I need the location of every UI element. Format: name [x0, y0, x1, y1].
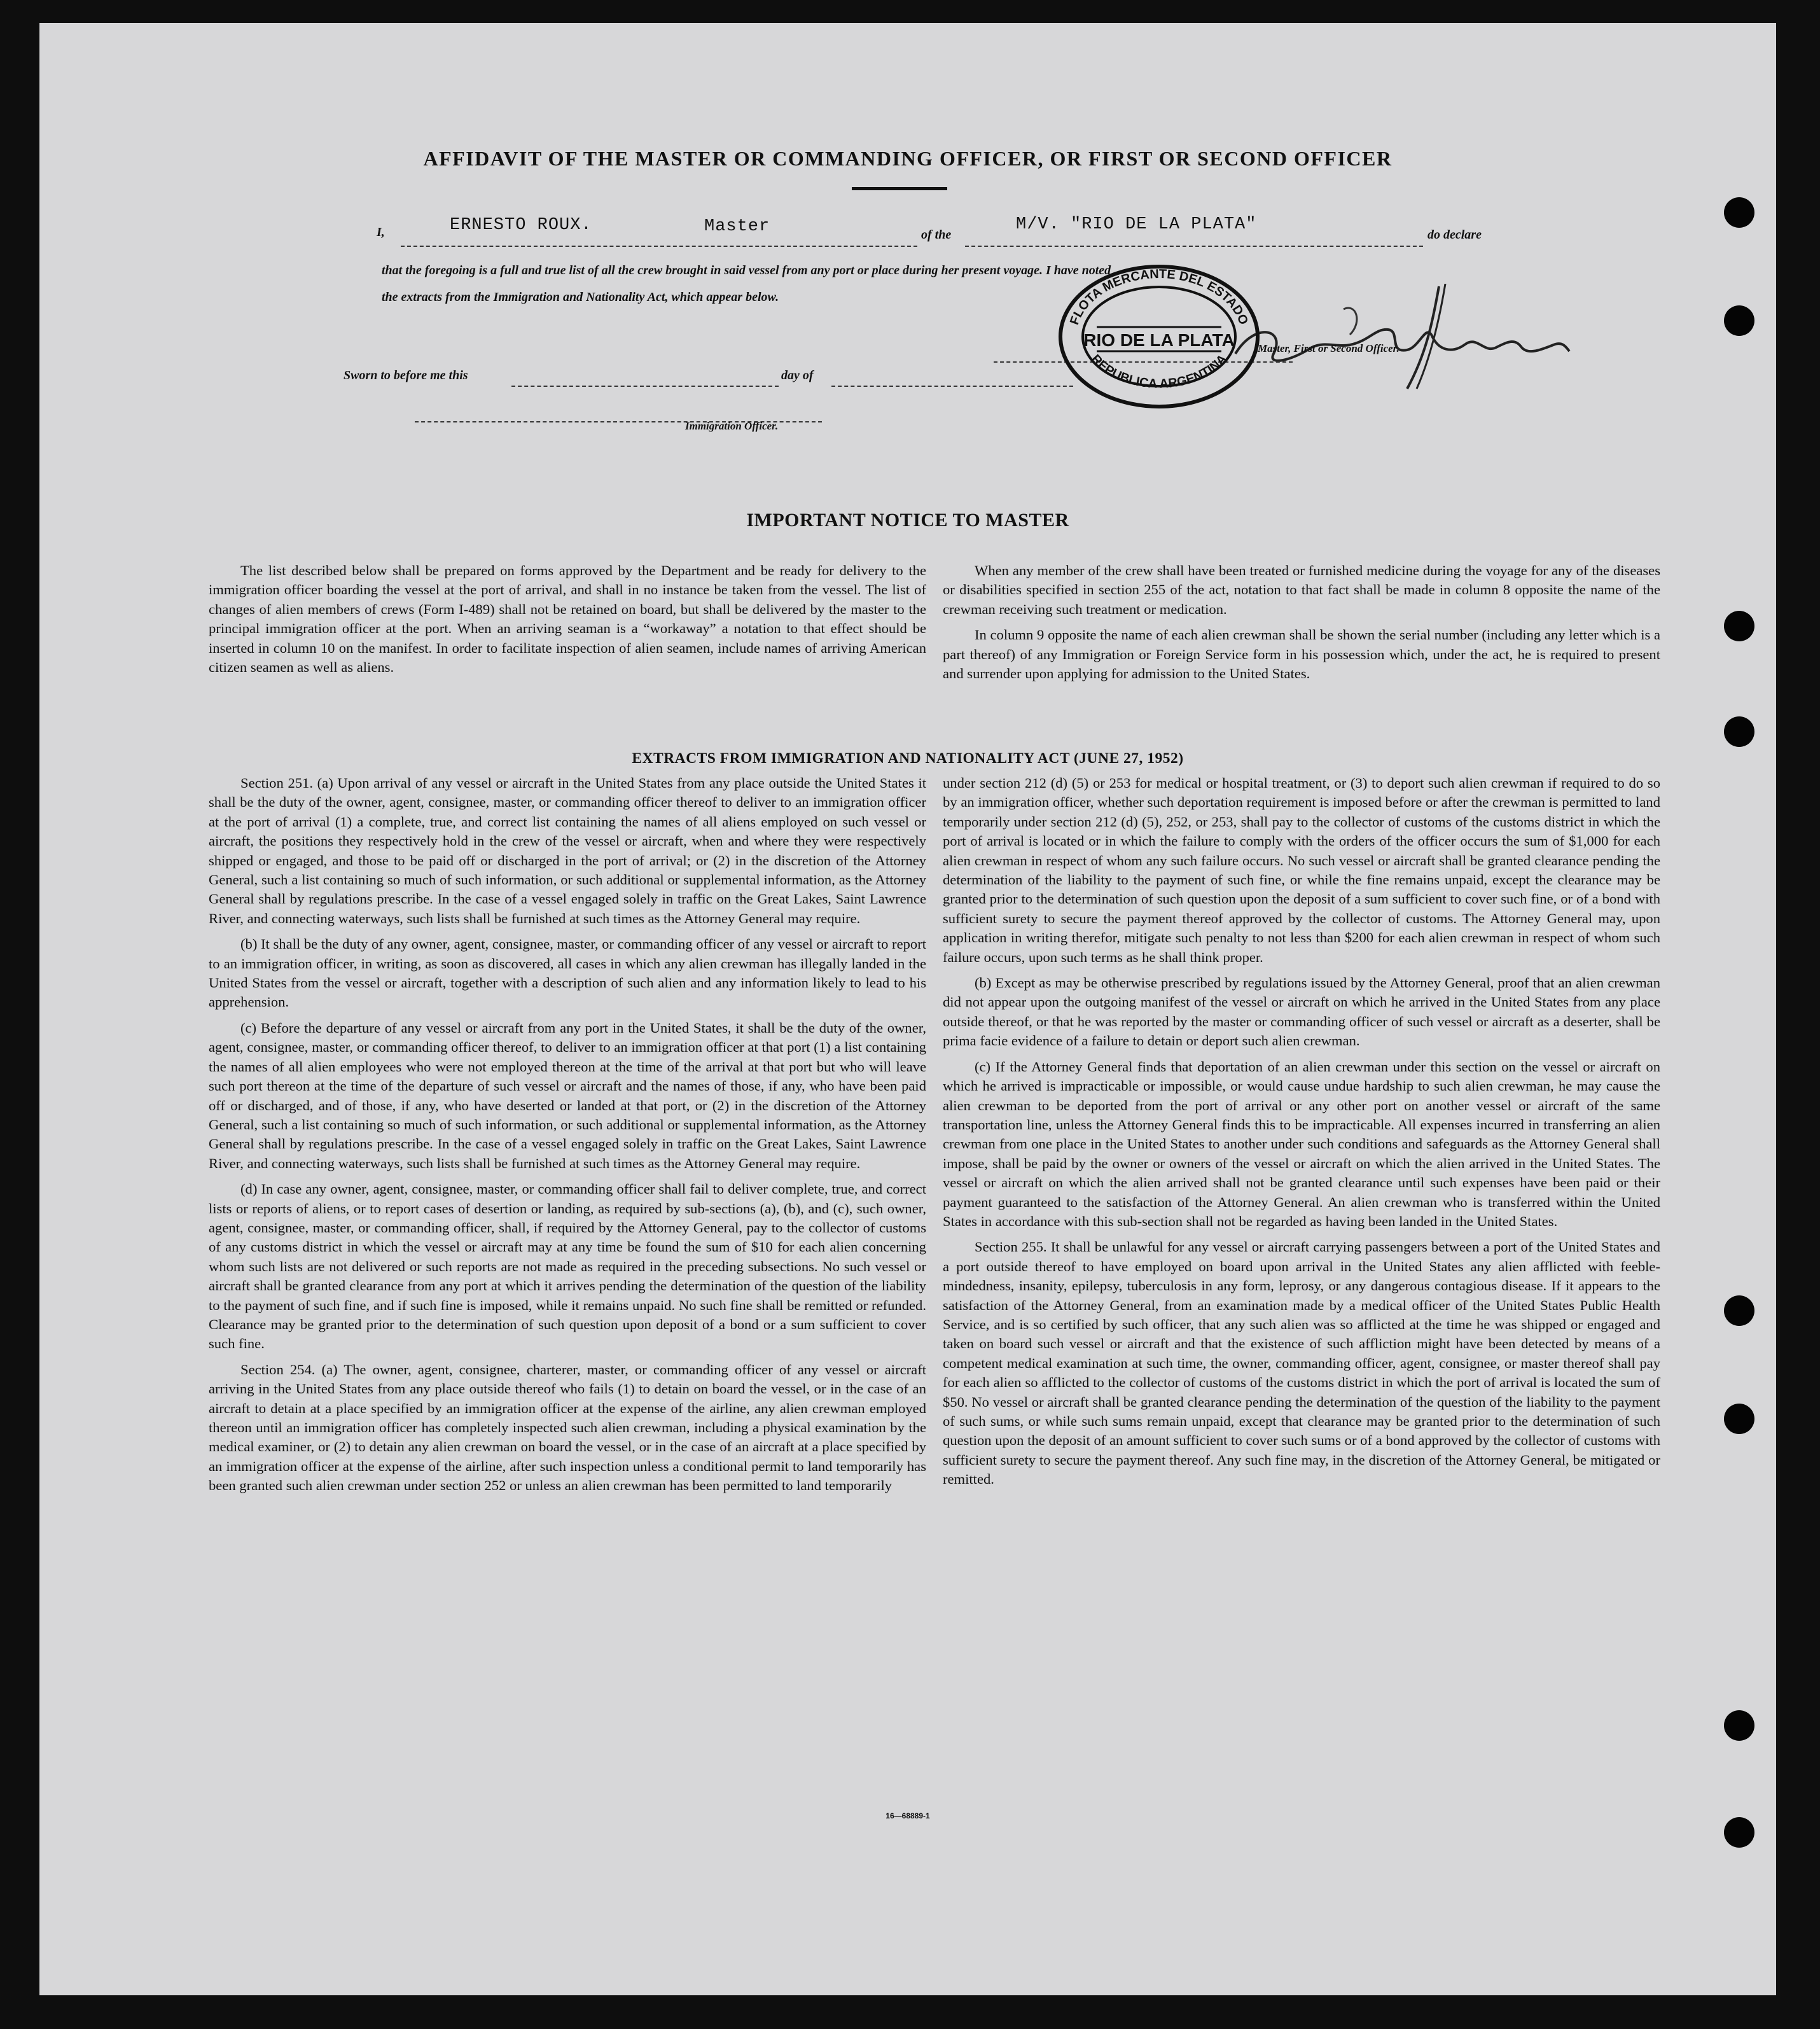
sworn-month-blank	[831, 366, 1073, 387]
handwritten-signature	[1216, 284, 1573, 392]
notice-title: IMPORTANT NOTICE TO MASTER	[746, 510, 1069, 531]
officer-caption: Master, First or Second Officer.	[1258, 342, 1400, 354]
immigration-officer-caption: Immigration Officer.	[685, 420, 779, 432]
notice-paragraph: When any member of the crew shall have been treated or furnished medicine during the voyage for any of the diseases or disabilities specified in section 255 of the act, notation to that fact shall be made in column 8 opposite the name of the crewman receiving such treatment or medication.	[943, 562, 1660, 617]
document-page	[39, 23, 1776, 1995]
stamp-center-text: RIO DE LA PLATA	[1083, 330, 1235, 350]
stamp-bottom-text: REPUBLICA ARGENTINA	[1088, 352, 1230, 391]
extract-paragraph: Section 254. (a) The owner, agent, consignee, charterer, master, or commanding officer of any vessel or aircraft arriving in the United States from any place outside thereof who fails (1) to detain on board the vessel, or in the case of an aircraft to detain at a place specified by an immigration officer at the expense of the airline, any alien crewman employed thereon until an immigration officer has completely inspected such alien crewman, including a physical examination by the medical examiner, or (2) to detain any alien crewman on board the vessel, or in the case of an aircraft at a place specified by an immigration officer at the expense of the airline, after such inspection unless a conditional permit to land temporarily has been granted such alien crewman under section 252 or unless an alien crewman has been permitted to land temporarily	[209, 1361, 926, 1494]
notice-paragraph: The list described below shall be prepared on forms approved by the Department and be ready for delivery to the immigration officer boarding the vessel at the port of arrival, and shall in no instance be taken from the vessel. The list of changes of alien members of crews (Form I-489) shall not be retained on board, but shall be delivered by the master to the principal immigration officer at the port. When an arriving seaman is a “workaway” a notation to that effect should be inserted in column 10 on the manifest. In order to facilitate inspection of alien seamen, include names of arriving American citizen seamen as well as aliens.	[209, 562, 926, 676]
punch-hole	[1724, 716, 1754, 747]
extract-paragraph: under section 212 (d) (5) or 253 for medical or hospital treatment, or (3) to deport such alien crewman if required to do so by an immigration officer, whether such deportation requirement is imposed before or after the crewman is permitted to land temporarily under section 212 (d) (5), 252, or 253, shall pay to the collector of customs of the customs district in which the port of arrival is located or in which the failure to comply with the orders of the officer occurs the sum of $1,000 for each alien crewman in respect of whom any such failure occurs. No such vessel or aircraft shall be granted clearance pending the determination of the liability to the payment of such fine, or while the fine remains unpaid, except the clearance may be granted prior to the determination of such question upon the deposit of a sum sufficient to cover such fine, or of a bond with sufficient surety to secure the payment thereof approved by the collector of customs. The Attorney General may, upon application in writing therefor, mitigate such penalty to not less than $200 for each alien crewman in respect of whom such failure occurs, upon such terms as he shall think proper.	[943, 775, 1660, 965]
declaration-prefix: I,	[377, 225, 385, 239]
declaration-line-3: the extracts from the Immigration and Nationality Act, which appear below.	[382, 290, 779, 304]
extract-paragraph: Section 255. It shall be unlawful for any vessel or aircraft carrying passengers between a port of the United States and a port outside thereof to have employed on board upon arrival in the United States any alien afflicted with feeble-mindedness, insanity, epilepsy, tuberculosis in any form, leprosy, or any dangerous contagious disease. If it appears to the satisfaction of the Attorney General, from an examination made by a medical officer of the United States Public Health Service, and is so certified by such officer, that any such alien was so afflicted at the time he was shipped or engaged and taken on board such vessel or aircraft and that the existence of such affliction might have been detected by means of a competent medical examination at such time, the owner, commanding officer, agent, consignee, or master thereof shall pay for each alien so afflicted to the collector of customs of the customs district in which the port of arrival is located the sum of $50. No vessel or aircraft shall be granted clearance pending the determination of the question of the liability to the payment of such sums, or while such sums remain unpaid, except that clearance may be granted prior to the determination of such question upon the deposit of an amount sufficient to cover such sums or of a bond approved by the collector of customs with sufficient surety to secure the payment thereof. Any such fine may, in the discretion of the Attorney General, be mitigated or remitted.	[943, 1239, 1660, 1488]
notice-left-column	[209, 561, 926, 683]
notice-right-column	[943, 561, 1660, 690]
of-the-label: of the	[921, 228, 952, 242]
punch-hole	[1724, 1404, 1754, 1434]
day-of-label: day of	[781, 368, 814, 382]
sworn-label: Sworn to before me this	[344, 368, 468, 382]
extract-paragraph: (b) Except as may be otherwise prescribed by regulations issued by the Attorney General, proof that an alien crewman did not appear upon the outgoing manifest of the vessel or aircraft on which he arrived in the United States from any place outside thereof, or that he was reported by the master or commanding officer of such vessel or aircraft as a deserter, shall be prima facie evidence of a failure to detain or deport such alien crewman.	[943, 975, 1660, 1049]
extract-paragraph: (d) In case any owner, agent, consignee, master, or commanding officer shall fail to deliver complete, true, and correct lists or reports of aliens, or to report cases of desertion or landing, as required by sub-sections (a), (b), and (c), such owner, agent, consignee, master, or commanding officer, shall, if required by the Attorney General, pay to the collector of customs of any customs district in which the vessel or aircraft may at any time be found the sum of $10 for each alien concerning whom such lists are not delivered or such reports are not made as required in the preceding subsections. No such vessel or aircraft shall be granted clearance from any port at which it arrives pending the determination of the question of the liability to the payment of such fine, and if such fine is imposed, while it remains unpaid. No such fine shall be remitted or refunded. Clearance may be granted prior to the determination of such question upon deposit of a bond or a sum sufficient to cover such fine.	[209, 1181, 926, 1352]
vessel-name: M/V. "RIO DE LA PLATA"	[1016, 215, 1257, 234]
svg-text:REPUBLICA ARGENTINA	[1088, 352, 1230, 391]
form-code: 16—68889-1	[886, 1811, 930, 1820]
extract-paragraph: (c) Before the departure of any vessel or aircraft from any port in the United States, it shall be the duty of the owner, agent, consignee, master, or commanding officer thereof, to deliver to an immigration officer at that port (1) a list containing the names of all alien employees who were not employed thereon at the time of the arrival at that port but who will leave such port thereon at the time of the departure of such vessel or aircraft and the names of those, if any, who have been paid off or discharged, and of those, if any, who have deserted or landed at that port, or (2) in the discretion of the Attorney General, such a list containing so much of such information, or such additional or supplemental information, as the Attorney General shall by regulations prescribe. In the case of a vessel engaged solely in traffic on the Great Lakes, Saint Lawrence River, and connecting waterways, such lists shall be furnished at such times as the Attorney General may require.	[209, 1019, 926, 1171]
extracts-left-column	[209, 774, 926, 1502]
extracts-title: EXTRACTS FROM IMMIGRATION AND NATIONALITY ACT (JUNE 27, 1952)	[632, 750, 1184, 767]
extract-paragraph: Section 251. (a) Upon arrival of any vessel or aircraft in the United States from any place outside the United States it shall be the duty of the owner, agent, consignee, master, or commanding officer thereof to deliver to an immigration officer at the port of arrival (1) a complete, true, and correct list containing the names of all aliens employed on such vessel or aircraft, the positions they respectively hold in the crew of the vessel or aircraft, when and where they were respectively shipped or engaged, and those to be paid off or discharged in the port of arrival; or (2) in the discretion of the Attorney General, such a list containing so much of such information, or such additional or supplemental information, as the Attorney General shall by regulations prescribe. In the case of a vessel engaged solely in traffic on the Great Lakes, Saint Lawrence River, and connecting waterways, such lists shall be furnished at such times as the Attorney General may require.	[209, 775, 926, 926]
punch-hole	[1724, 197, 1754, 228]
notice-paragraph: In column 9 opposite the name of each alien crewman shall be shown the serial number (including any letter which is a part thereof) of any Immigration or Foreign Service form in his possession which, under the act, he is required to present and surrender upon applying for admission to the United States.	[943, 627, 1660, 682]
declaration-line-2: that the foregoing is a full and true list of all the crew brought in said vessel from any port or place during her present voyage. I have noted	[382, 263, 1111, 277]
ship-seal-stamp	[1057, 263, 1261, 410]
affidavit-title: AFFIDAVIT OF THE MASTER OR COMMANDING OFFICER, OR FIRST OR SECOND OFFICER	[423, 147, 1393, 170]
title-underline	[852, 187, 947, 190]
svg-text:FLOTA MERCANTE DEL ESTADO	[1067, 267, 1251, 327]
punch-hole	[1724, 1817, 1754, 1848]
do-declare-label: do declare	[1428, 228, 1482, 242]
master-name: ERNESTO ROUX.	[450, 216, 592, 235]
extracts-right-column	[943, 774, 1660, 1496]
sworn-day-blank	[511, 366, 779, 387]
extract-paragraph: (c) If the Attorney General finds that deportation of an alien crewman under this section on the vessel or aircraft on which he arrived is impracticable or impossible, or would cause undue hardship to such alien crewman, he may cause the alien crewman to be deported from the port of arrival or any other port on another vessel or aircraft of the same transportation line, unless the Attorney General finds this to be impracticable. All expenses incurred in transferring an alien crewman from one place in the United States to another under such conditions and safeguards as the Attorney General shall impose, shall be paid by the owner or owners of the vessel or aircraft on which the alien arrived in the United States. The vessel or aircraft on which the alien arrived shall not be granted clearance until such expenses have been paid or their payment guaranteed to the satisfaction of the Attorney General. An alien crewman who is transferred within the United States in accordance with this sub-section shall not be regarded as having been landed in the United States.	[943, 1058, 1660, 1229]
master-rank: Master	[704, 217, 770, 236]
punch-hole	[1724, 1295, 1754, 1326]
punch-hole	[1724, 611, 1754, 641]
punch-hole	[1724, 305, 1754, 336]
punch-hole	[1724, 1710, 1754, 1741]
extract-paragraph: (b) It shall be the duty of any owner, agent, consignee, master, or commanding officer of any vessel or aircraft to report to an immigration officer, in writing, as soon as discovered, all cases in which any alien crewman has illegally landed in the United States from the vessel or aircraft, together with a description of such alien and any information likely to lead to his apprehension.	[209, 936, 926, 1010]
stamp-top-text: FLOTA MERCANTE DEL ESTADO	[1067, 267, 1251, 327]
